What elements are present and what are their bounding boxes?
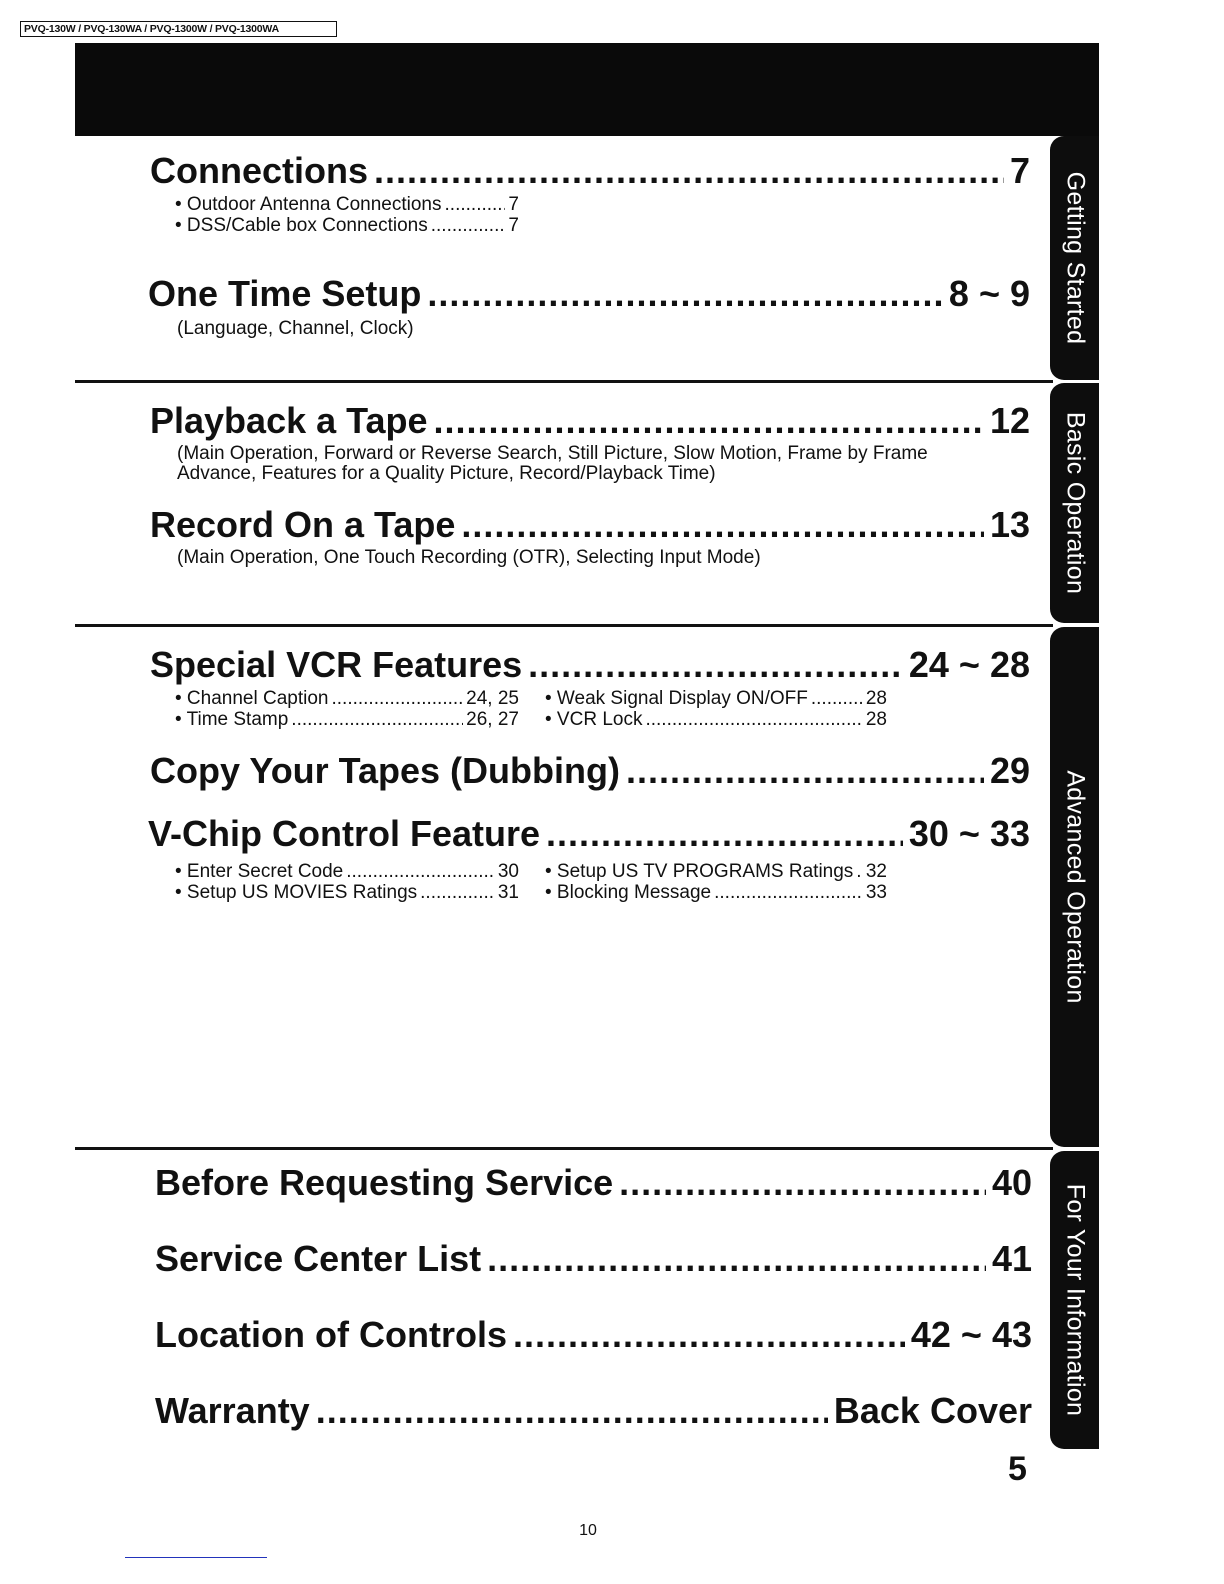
subitem-page: 32 [865, 861, 887, 882]
toc-title: Warranty [155, 1390, 310, 1431]
leader-dots [445, 194, 506, 216]
toc-page: 40 [991, 1162, 1032, 1203]
leader-dots [461, 504, 984, 546]
toc-description: Advance, Features for a Quality Picture, Record/Playback Time) [177, 463, 716, 484]
leader-dots [811, 688, 863, 710]
toc-entry-one-time-setup[interactable] [148, 273, 1030, 315]
subitem-page: 28 [865, 688, 887, 709]
toc-subitem [545, 688, 887, 710]
subitem-page: 24, 25 [466, 688, 519, 709]
leader-dots [420, 882, 495, 904]
tab-label: Getting Started [1061, 171, 1089, 345]
toc-page: 13 [989, 504, 1030, 545]
subitem-page: 30 [497, 861, 519, 882]
toc-title: Playback a Tape [150, 400, 428, 441]
toc-subitem [545, 709, 887, 731]
toc-subitem [175, 861, 519, 883]
toc-page: 42 ~ 43 [910, 1314, 1032, 1355]
toc-subitem [545, 882, 887, 904]
subitem-label: • Channel Caption [175, 688, 329, 709]
leader-dots [374, 150, 1004, 192]
toc-description: (Language, Channel, Clock) [177, 318, 414, 339]
tab-getting-started[interactable] [1050, 136, 1099, 380]
toc-page: 8 ~ 9 [948, 273, 1030, 314]
section-divider [75, 624, 1053, 627]
tab-for-your-information[interactable] [1050, 1151, 1099, 1449]
leader-dots [856, 861, 863, 883]
toc-title: One Time Setup [148, 273, 422, 314]
toc-page: 24 ~ 28 [908, 644, 1030, 685]
leader-dots [291, 709, 463, 731]
toc-entry-special-vcr-features[interactable] [150, 644, 1030, 686]
toc-page: 29 [989, 750, 1030, 791]
toc-page: 41 [991, 1238, 1032, 1279]
subitem-label: • Setup US MOVIES Ratings [175, 882, 418, 903]
toc-page: 7 [1009, 150, 1030, 191]
toc-subitem [175, 215, 519, 237]
leader-dots [331, 688, 463, 710]
section-divider [75, 380, 1053, 383]
subitem-page: 7 [508, 215, 519, 236]
toc-subitem [175, 688, 519, 710]
toc-entry-vchip[interactable] [148, 813, 1030, 855]
tab-basic-operation[interactable] [1050, 383, 1099, 623]
leader-dots [528, 644, 903, 686]
toc-subitem [545, 861, 887, 883]
leader-dots [626, 750, 984, 792]
model-numbers: PVQ-130W / PVQ-130WA / PVQ-1300W / PVQ-1300WA [20, 21, 337, 37]
leader-dots [316, 1390, 828, 1432]
leader-dots [431, 215, 506, 237]
leader-dots [346, 861, 495, 883]
leader-dots [619, 1162, 986, 1204]
toc-title: Copy Your Tapes (Dubbing) [150, 750, 620, 791]
subitem-label: • DSS/Cable box Connections [175, 215, 428, 236]
toc-subitem [175, 194, 519, 216]
subitem-label: • Enter Secret Code [175, 861, 344, 882]
page-number-small: 10 [579, 1522, 597, 1539]
leader-dots [513, 1314, 905, 1356]
toc-title: Connections [150, 150, 369, 191]
leader-dots [487, 1238, 986, 1280]
leader-dots [714, 882, 863, 904]
toc-description: (Main Operation, One Touch Recording (OTR), Selecting Input Mode) [177, 547, 761, 568]
subitem-page: 7 [508, 194, 519, 215]
toc-title: Service Center List [155, 1238, 482, 1279]
toc-title: V-Chip Control Feature [148, 813, 541, 854]
tab-label: Advanced Operation [1061, 770, 1089, 1004]
footer-line [125, 1557, 267, 1558]
tab-advanced-operation[interactable] [1050, 627, 1099, 1147]
toc-entry-copy-tapes[interactable] [150, 750, 1030, 792]
leader-dots [434, 400, 984, 442]
leader-dots [427, 273, 943, 315]
toc-title: Before Requesting Service [155, 1162, 614, 1203]
page-number-large: 5 [1008, 1450, 1027, 1488]
toc-title: Record On a Tape [150, 504, 456, 545]
toc-title: Location of Controls [155, 1314, 507, 1355]
subitem-label: • Weak Signal Display ON/OFF [545, 688, 808, 709]
toc-entry-playback[interactable] [150, 400, 1030, 442]
subitem-page: 28 [865, 709, 887, 730]
section-divider [75, 1147, 1053, 1150]
subitem-page: 33 [865, 882, 887, 903]
toc-title: Special VCR Features [150, 644, 523, 685]
toc-page: Back Cover [833, 1390, 1032, 1431]
tab-label: Basic Operation [1061, 411, 1089, 595]
toc-page: 30 ~ 33 [908, 813, 1030, 854]
subitem-label: • Time Stamp [175, 709, 289, 730]
subitem-label: • Setup US TV PROGRAMS Ratings [545, 861, 854, 882]
toc-entry-warranty[interactable] [155, 1390, 1032, 1432]
toc-subitem [175, 882, 519, 904]
subitem-label: • Outdoor Antenna Connections [175, 194, 442, 215]
subitem-label: • Blocking Message [545, 882, 712, 903]
toc-entry-connections[interactable] [150, 150, 1030, 192]
subitem-page: 31 [497, 882, 519, 903]
toc-description: (Main Operation, Forward or Reverse Search, Still Picture, Slow Motion, Frame by Frame [177, 443, 928, 464]
toc-entry-before-service[interactable] [155, 1162, 1032, 1204]
leader-dots [546, 813, 903, 855]
subitem-page: 26, 27 [466, 709, 519, 730]
toc-entry-record[interactable] [150, 504, 1030, 546]
leader-dots [645, 709, 862, 731]
tab-label: For Your Information [1061, 1183, 1089, 1417]
subitem-label: • VCR Lock [545, 709, 643, 730]
toc-subitem [175, 709, 519, 731]
toc-entry-service-center[interactable] [155, 1238, 1032, 1280]
toc-page: 12 [989, 400, 1030, 441]
header-bar [75, 43, 1099, 136]
toc-entry-location-controls[interactable] [155, 1314, 1032, 1356]
